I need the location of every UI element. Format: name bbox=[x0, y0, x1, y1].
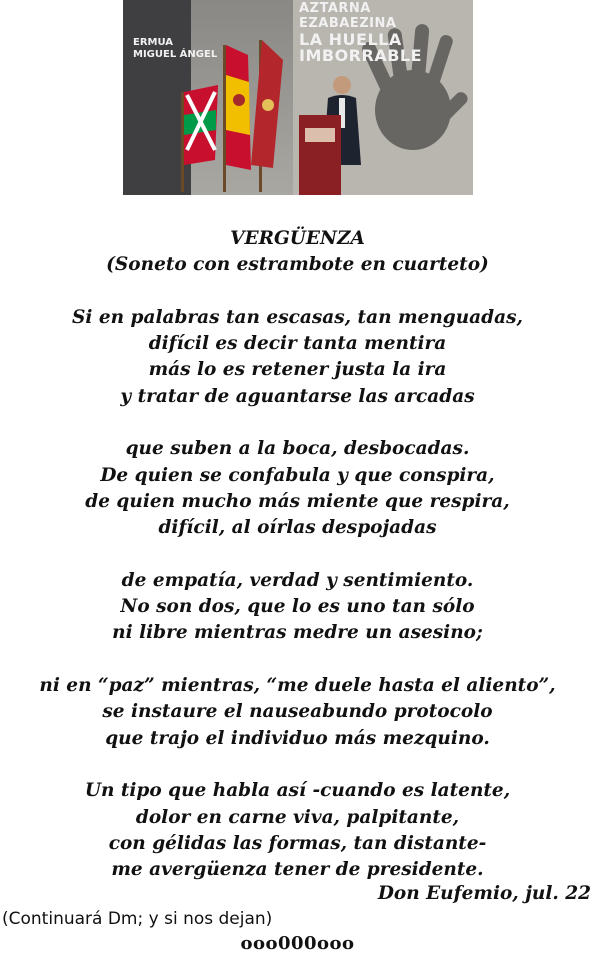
left-panel bbox=[123, 0, 191, 195]
poem-line: difícil es decir tanta mentira bbox=[148, 333, 447, 355]
poem-line: difícil, al oírlas despojadas bbox=[158, 517, 437, 539]
ornament-divider: ooo000ooo bbox=[240, 933, 355, 954]
poem-line: ni libre mientras medre un asesino; bbox=[112, 622, 483, 644]
poem-line: me avergüenza tener de presidente. bbox=[111, 859, 484, 881]
header-photo bbox=[123, 0, 473, 195]
poem-line: Un tipo que habla así -cuando es latente, bbox=[84, 780, 511, 802]
panel-line-2: MIGUEL ÁNGEL bbox=[133, 49, 218, 60]
poem bbox=[0, 226, 595, 883]
banner-line-1: AZTARNA bbox=[299, 1, 371, 16]
photo-scene bbox=[123, 0, 473, 195]
banner-line-3: LA HUELLA bbox=[299, 30, 402, 49]
poem-line: de quien mucho más miente que respira, bbox=[85, 490, 510, 512]
poem-line: Si en palabras tan escasas, tan menguadas, bbox=[72, 306, 523, 328]
poem-line: ni en “paz” mientras, “me duele hasta el aliento”, bbox=[39, 675, 556, 697]
poem-line: dolor en carne viva, palpitante, bbox=[135, 806, 460, 828]
poem-line: que suben a la boca, desbocadas. bbox=[125, 438, 470, 460]
poem-line: con gélidas las formas, tan distante- bbox=[108, 832, 487, 854]
poem-title: VERGÜENZA bbox=[230, 228, 365, 249]
signature: Don Eufemio, jul. 22 bbox=[377, 883, 591, 904]
lectern bbox=[299, 115, 341, 195]
poem-line: que trajo el individuo más mezquino. bbox=[105, 727, 490, 749]
banner-line-2: EZABAEZINA bbox=[299, 16, 397, 31]
poem-line: No son dos, que lo es uno tan sólo bbox=[120, 596, 475, 618]
poem-subtitle: (Soneto con estrambote en cuarteto) bbox=[106, 254, 489, 276]
poem-line: De quien se confabula y que conspira, bbox=[100, 464, 495, 486]
poem-line: de empatía, verdad y sentimiento. bbox=[121, 569, 474, 591]
banner-line-4: IMBORRABLE bbox=[299, 46, 423, 65]
poem-line: se instaure el nauseabundo protocolo bbox=[102, 701, 493, 723]
continuation-note: (Continuará Dm; y si nos dejan) bbox=[2, 909, 273, 929]
panel-line-1: ERMUA bbox=[133, 37, 174, 48]
poem-line: y tratar de aguantarse las arcadas bbox=[120, 385, 475, 407]
poem-line: más lo es retener justa la ira bbox=[148, 359, 447, 381]
